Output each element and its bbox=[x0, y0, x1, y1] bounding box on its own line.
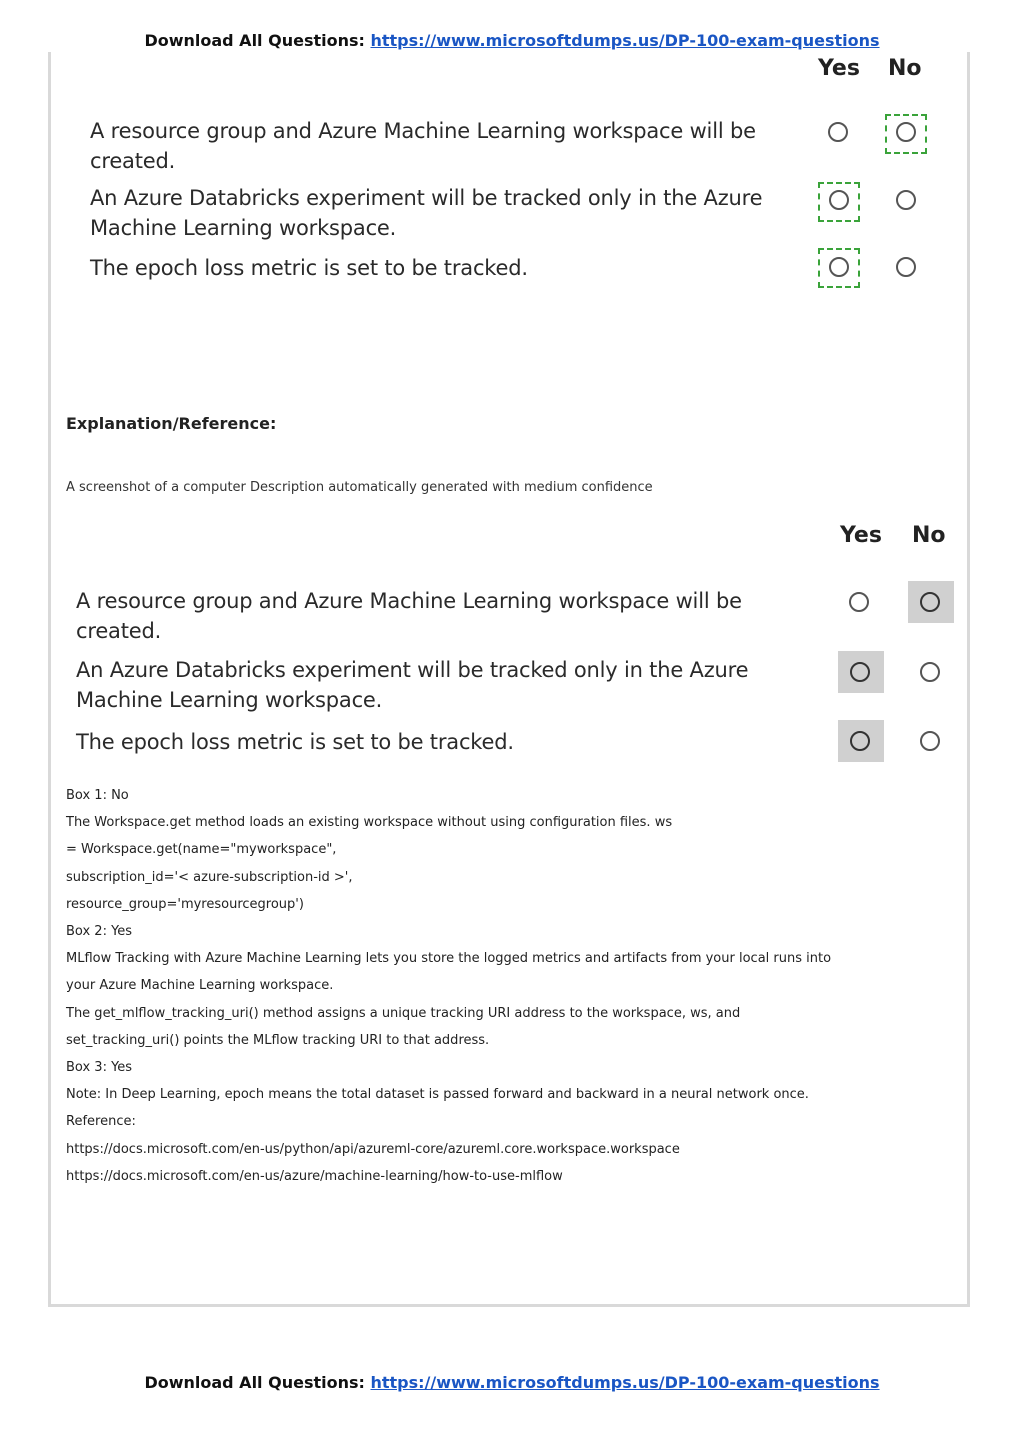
no-column-header: No bbox=[888, 56, 922, 81]
answer-statement-1: A resource group and Azure Machine Learning workspace will be created. bbox=[76, 589, 742, 643]
question-statement-3: The epoch loss metric is set to be tracked. bbox=[90, 256, 528, 280]
answer-no-column-header: No bbox=[912, 523, 946, 548]
header-label: Download All Questions: bbox=[144, 31, 365, 50]
reference-link-1[interactable]: https://docs.microsoft.com/en-us/python/api/azureml-core/azureml.core.workspace.workspace bbox=[66, 1141, 680, 1157]
body-line: The get_mlflow_tracking_uri() method assigns a unique tracking URI address to the workspace, ws, and bbox=[66, 1005, 741, 1021]
a1-no-radio[interactable] bbox=[920, 592, 940, 612]
explanation-body bbox=[66, 782, 946, 1190]
image-caption: A screenshot of a computer Description automatically generated with medium confidence bbox=[66, 480, 653, 495]
body-line: Box 3: Yes bbox=[66, 1060, 133, 1076]
answer-statement-2: An Azure Databricks experiment will be tracked only in the Azure Machine Learning workspace. bbox=[76, 658, 749, 712]
header-download-link[interactable]: https://www.microsoftdumps.us/DP-100-exam-questions bbox=[370, 31, 880, 50]
a2-yes-radio[interactable] bbox=[850, 662, 870, 682]
body-line: Box 2: Yes bbox=[66, 924, 133, 940]
body-line: subscription_id='< azure-subscription-id >', bbox=[66, 869, 353, 885]
a3-no-radio[interactable] bbox=[920, 731, 940, 751]
a3-yes-radio[interactable] bbox=[850, 731, 870, 751]
body-line: your Azure Machine Learning workspace. bbox=[66, 978, 334, 994]
footer-label: Download All Questions: bbox=[144, 1373, 365, 1392]
a3-yes-selection bbox=[838, 720, 884, 762]
body-line: The Workspace.get method loads an existing workspace without using configuration files. ws bbox=[66, 815, 673, 831]
explanation-title: Explanation/Reference: bbox=[66, 414, 277, 433]
body-line: Reference: bbox=[66, 1114, 136, 1130]
body-line: set_tracking_uri() points the MLflow tracking URI to that address. bbox=[66, 1032, 490, 1048]
question-statement-1: A resource group and Azure Machine Learning workspace will be created. bbox=[90, 119, 756, 173]
a2-yes-selection bbox=[838, 651, 884, 693]
body-line: MLflow Tracking with Azure Machine Learning lets you store the logged metrics and artifacts from your local runs into bbox=[66, 951, 832, 967]
body-line: = Workspace.get(name="myworkspace", bbox=[66, 842, 337, 858]
body-line: resource_group='myresourcegroup') bbox=[66, 896, 304, 912]
yes-column-header: Yes bbox=[818, 56, 860, 81]
page-footer bbox=[0, 1373, 1024, 1392]
a2-no-radio[interactable] bbox=[920, 662, 940, 682]
answer-yes-column-header: Yes bbox=[840, 523, 882, 548]
a1-yes-radio[interactable] bbox=[849, 592, 869, 612]
answer-statement-3: The epoch loss metric is set to be tracked. bbox=[76, 730, 514, 754]
reference-link-2[interactable]: https://docs.microsoft.com/en-us/azure/machine-learning/how-to-use-mlflow bbox=[66, 1168, 563, 1184]
body-line: Note: In Deep Learning, epoch means the total dataset is passed forward and backward in a neural network once. bbox=[66, 1087, 809, 1103]
a1-no-selection bbox=[908, 581, 954, 623]
body-line: Box 1: No bbox=[66, 788, 129, 803]
footer-download-link[interactable]: https://www.microsoftdumps.us/DP-100-exam-questions bbox=[370, 1373, 880, 1392]
question-statement-2: An Azure Databricks experiment will be tracked only in the Azure Machine Learning workspace. bbox=[90, 186, 763, 240]
